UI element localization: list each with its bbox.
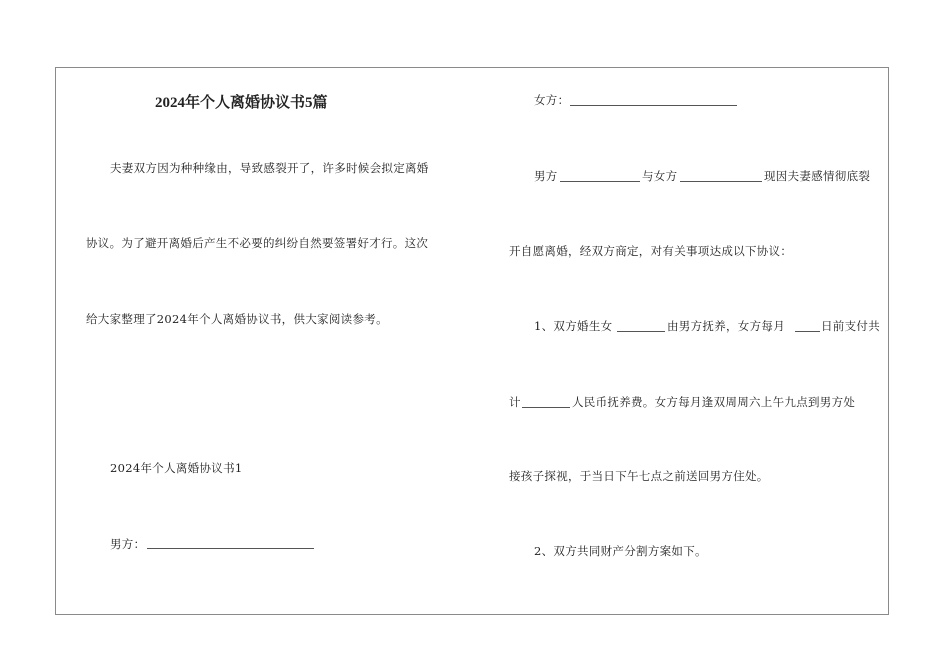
- item1-d-pre: 计: [509, 395, 521, 409]
- wife-label: 女方：: [534, 93, 570, 107]
- item1-c: 日前支付共: [821, 319, 880, 333]
- p1-reason: 现因夫妻感情彻底裂: [764, 169, 871, 183]
- section-heading: 2024年个人离婚协议书1: [110, 461, 243, 475]
- amount-blank: [522, 407, 570, 408]
- daughter-blank: [617, 331, 665, 332]
- page-frame: [55, 67, 889, 615]
- wife-name-blank: [680, 181, 762, 182]
- item2: 2、双方共同财产分割方案如下。: [534, 544, 707, 558]
- item1-d-post: 人民币抚养费。女方每月逢双周周六上午九点到男方处: [572, 395, 856, 409]
- p1-line-2: 开自愿离婚，经双方商定，对有关事项达成以下协议：: [509, 244, 793, 258]
- husband-label: 男方：: [110, 537, 146, 551]
- document-title: 2024年个人离婚协议书5篇: [155, 95, 328, 111]
- item1-b: 由男方抚养，女方每月: [667, 319, 785, 333]
- husband-blank: [147, 548, 314, 549]
- intro-line-2: 协议。为了避开离婚后产生不必要的纠纷自然要签署好才行。这次: [86, 236, 429, 250]
- wife-blank: [570, 105, 737, 106]
- intro-line-3: 给大家整理了2024年个人离婚协议书，供大家阅读参考。: [86, 312, 388, 326]
- item1-a: 1、双方婚生女: [534, 319, 613, 333]
- day-blank: [795, 331, 820, 332]
- husband-name-blank: [560, 181, 640, 182]
- item1-e: 接孩子探视，于当日下午七点之前送回男方住处。: [509, 469, 769, 483]
- p1-husband: 男方: [534, 169, 558, 183]
- intro-line-1: 夫妻双方因为种种缘由，导致感裂开了，许多时候会拟定离婚: [110, 161, 429, 175]
- p1-with-wife: 与女方: [642, 169, 678, 183]
